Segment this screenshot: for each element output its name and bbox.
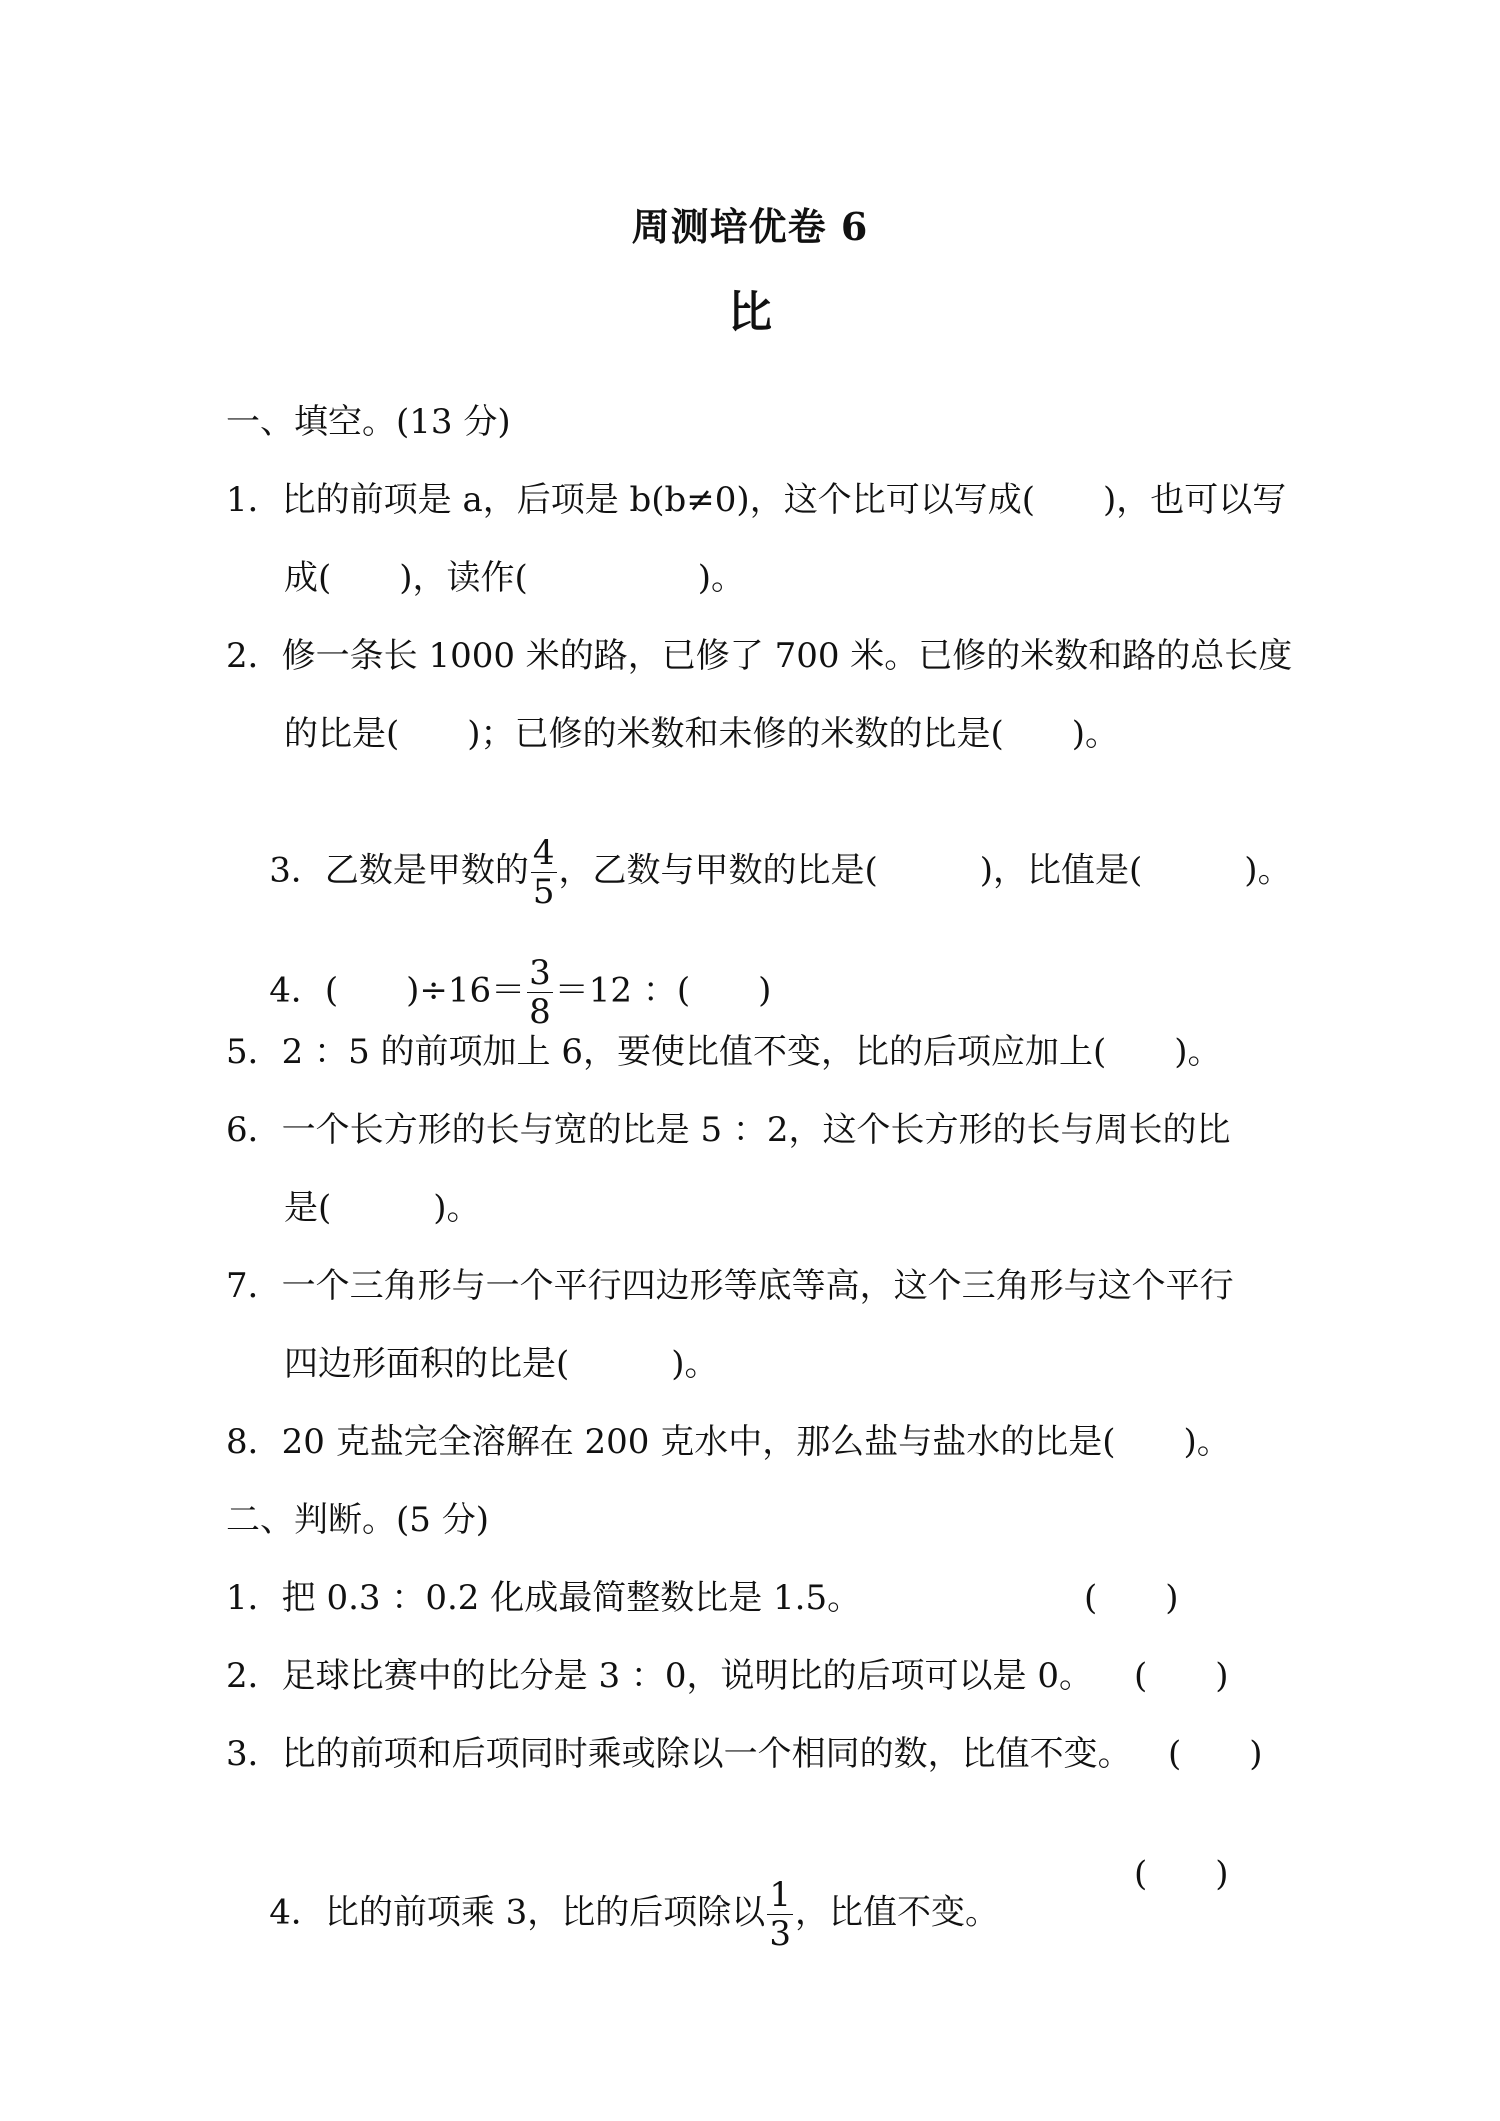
- q2-4-post: ，比值不变。: [794, 1892, 999, 1933]
- fraction: [531, 834, 557, 911]
- section-2-heading: 二、判断。(5 分): [226, 1500, 489, 1540]
- q2-4: [226, 1832, 999, 1997]
- section-1-heading: 一、填空。(13 分): [226, 402, 511, 442]
- q1-7-line2: 四边形面积的比是( )。: [284, 1344, 719, 1384]
- worksheet-subtitle: 比: [728, 287, 772, 338]
- q1-4-pre: 4．( )÷16＝: [269, 970, 526, 1011]
- q1-1-line2: 成( )，读作( )。: [284, 558, 746, 598]
- worksheet-title: 周测培优卷 6: [631, 204, 869, 249]
- fraction-denominator: 5: [532, 872, 555, 912]
- q1-2-line1: 2．修一条长 1000 米的路，已修了 700 米。已修的米数和路的总长度: [226, 636, 1293, 676]
- q2-1-answer-paren[interactable]: ( ): [1084, 1578, 1179, 1618]
- q1-2-line2: 的比是( )；已修的米数和未修的米数的比是( )。: [284, 714, 1120, 754]
- q2-2-answer-paren[interactable]: ( ): [1134, 1656, 1229, 1696]
- q2-4-pre: 4．比的前项乘 3，比的后项除以: [269, 1892, 766, 1933]
- q2-3-text: 3．比的前项和后项同时乘或除以一个相同的数，比值不变。: [226, 1734, 1132, 1774]
- fraction-denominator: 8: [529, 992, 551, 1032]
- q2-4-answer-paren[interactable]: ( ): [1134, 1854, 1229, 1894]
- fraction: [527, 954, 553, 1031]
- fraction-numerator: 4: [532, 833, 555, 873]
- q1-5: 5．2 ：5 的前项加上 6，要使比值不变，比的后项应加上( )。: [226, 1032, 1222, 1072]
- fraction-denominator: 3: [769, 1914, 791, 1954]
- q1-7-line1: 7．一个三角形与一个平行四边形等底等高，这个三角形与这个平行: [226, 1266, 1234, 1306]
- q1-3-post: ，乙数与甲数的比是( )，比值是( )。: [558, 850, 1292, 891]
- fraction-numerator: 1: [769, 1875, 791, 1915]
- q2-1-text: 1．把 0.3 ：0.2 化成最简整数比是 1.5。: [226, 1578, 862, 1618]
- fraction-numerator: 3: [529, 953, 551, 993]
- q2-2-text: 2．足球比赛中的比分是 3 ：0，说明比的后项可以是 0。: [226, 1656, 1093, 1696]
- q1-4-post: ＝12 ：( ): [554, 970, 772, 1011]
- q1-8: 8．20 克盐完全溶解在 200 克水中，那么盐与盐水的比是( )。: [226, 1422, 1231, 1462]
- fraction: [767, 1876, 793, 1953]
- q1-1-line1: 1．比的前项是 a，后项是 b(b≠0)，这个比可以写成( )，也可以写: [226, 480, 1287, 520]
- q1-6-line1: 6．一个长方形的长与宽的比是 5 ：2，这个长方形的长与周长的比: [226, 1110, 1231, 1150]
- q2-3-answer-paren[interactable]: ( ): [1168, 1734, 1263, 1774]
- q1-6-line2: 是( )。: [284, 1188, 481, 1228]
- q1-3-pre: 3．乙数是甲数的: [269, 850, 529, 891]
